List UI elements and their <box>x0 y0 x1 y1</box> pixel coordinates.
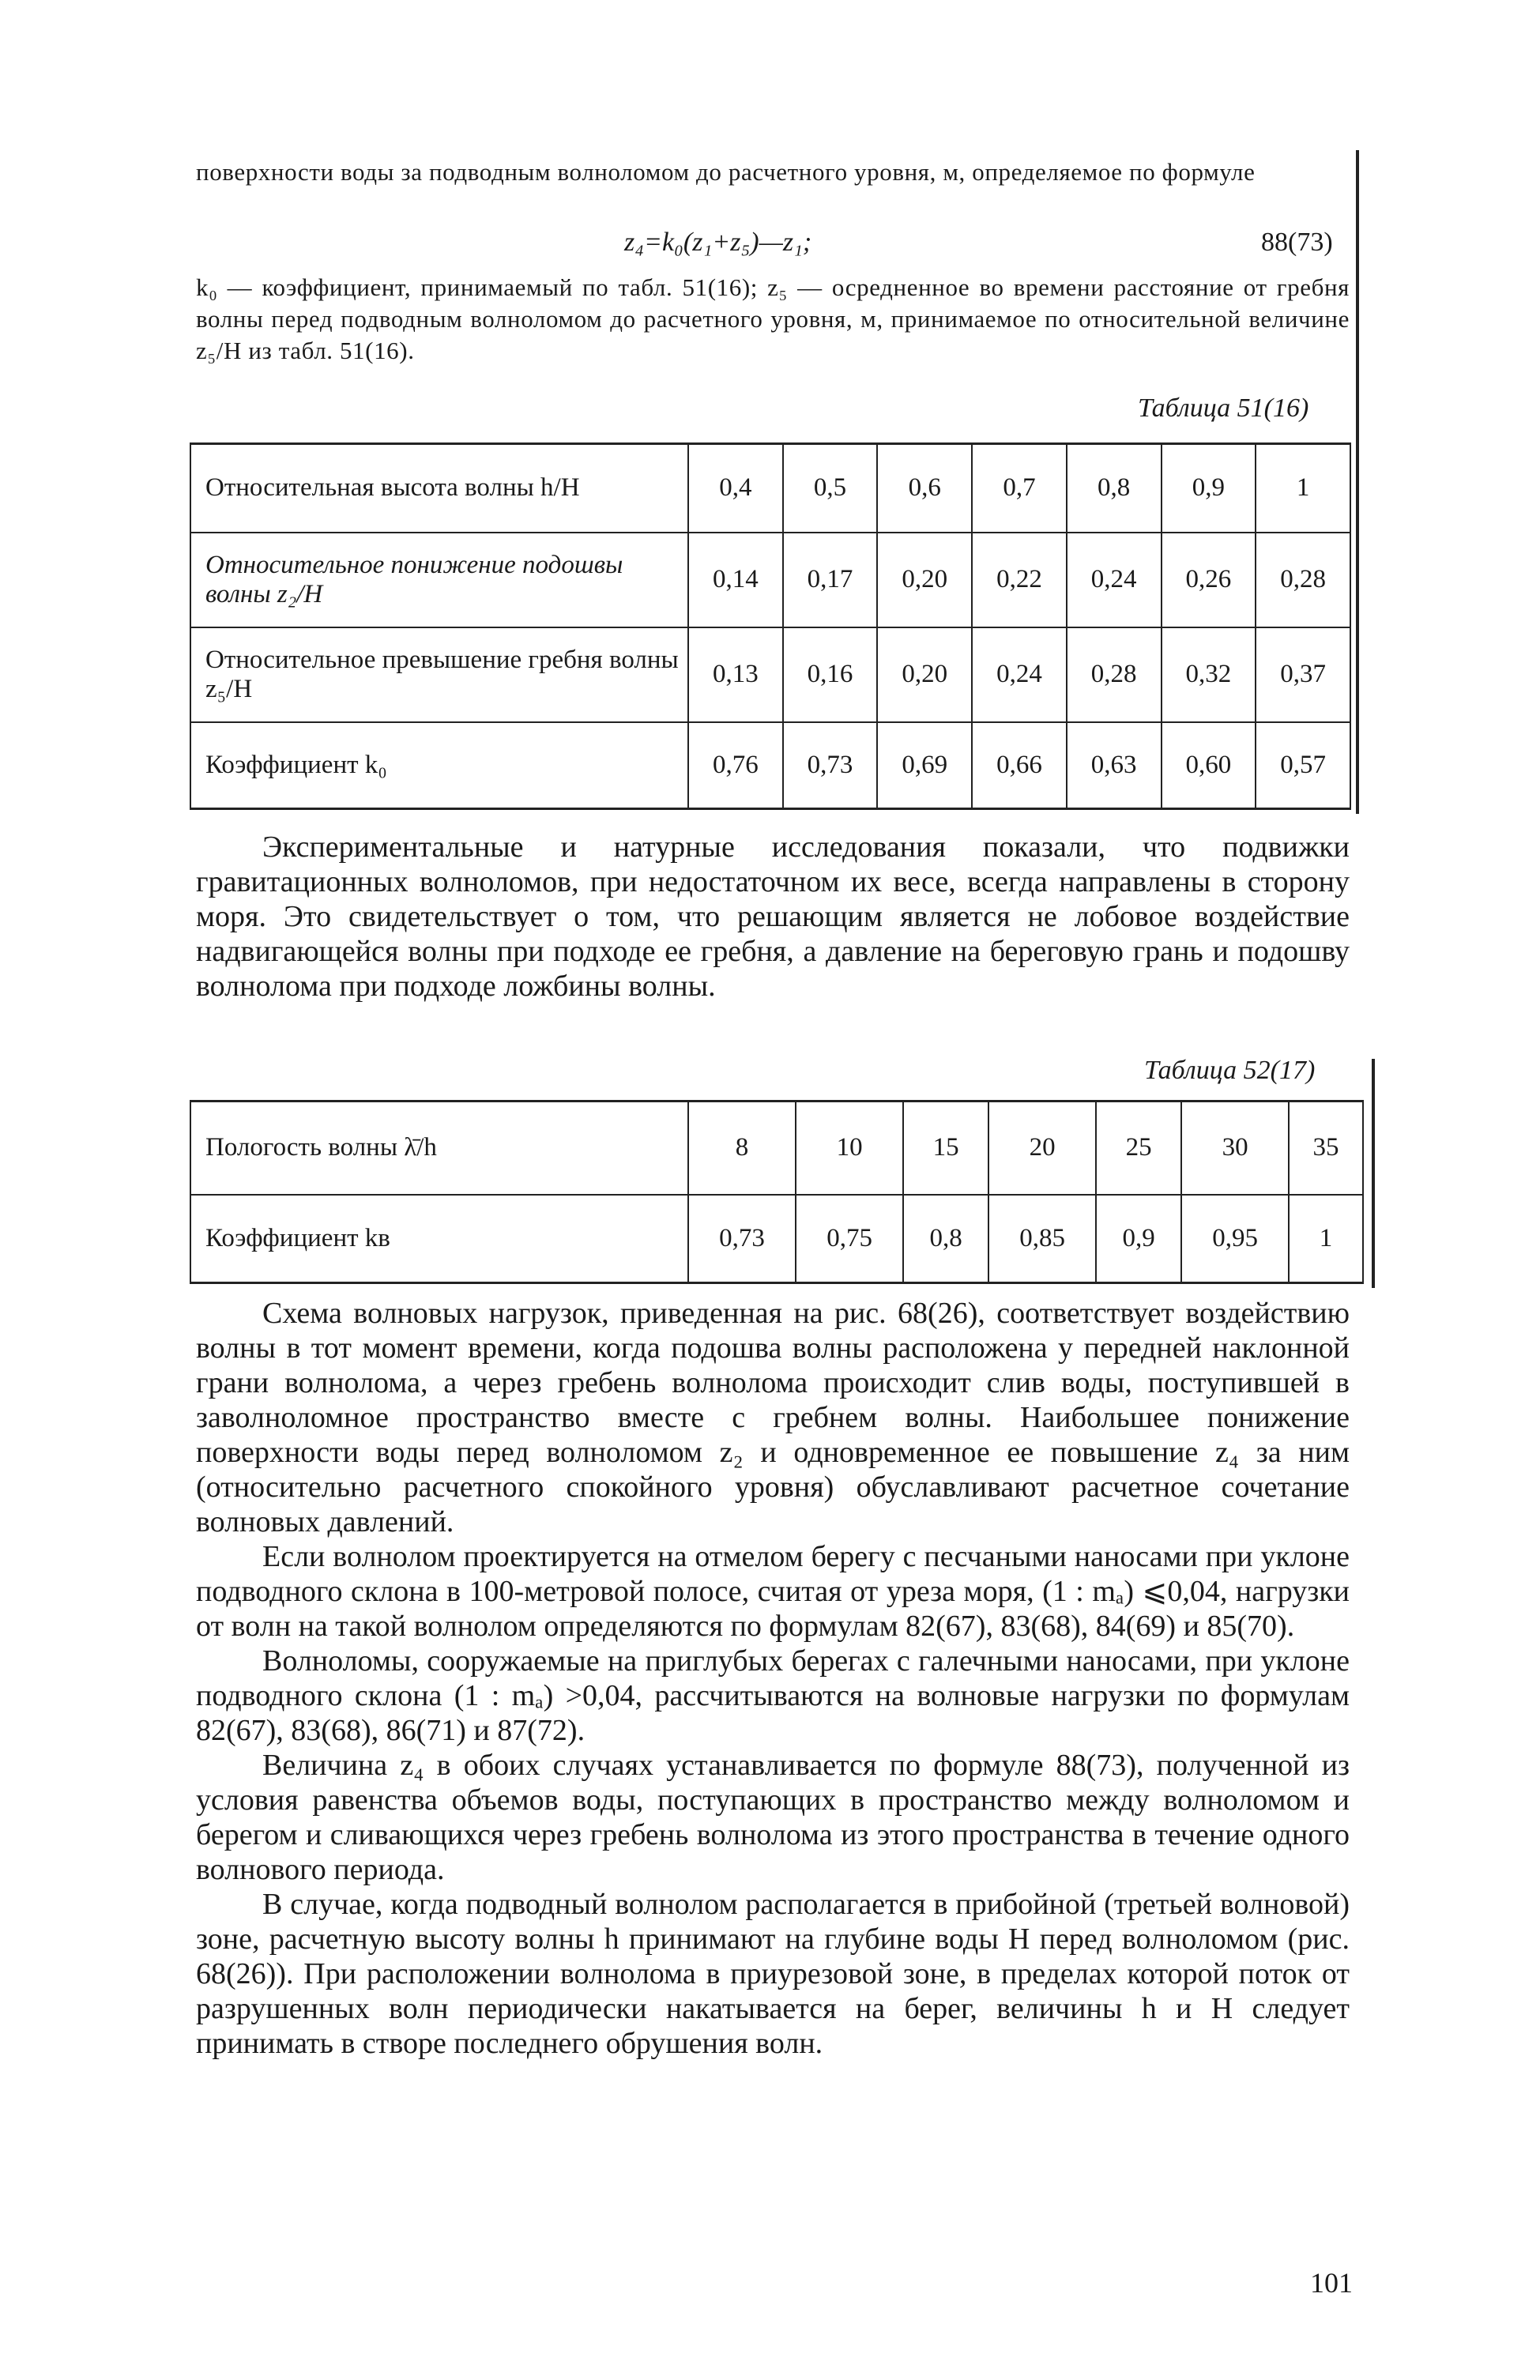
margin-rule-2 <box>1372 1059 1375 1288</box>
table-cell: 0,85 <box>988 1195 1096 1283</box>
paragraph-text: Схема волновых нагрузок, приведенная на рис. 68(26), соответствует воздействию волны в тот момент времени, когда подошва волны расположена у передней наклонной грани волнолома, а через гребень волнолома происходит слив воды, поступившей в заволноломное пространство вместе с гребнем волны. Наибольшее понижение поверхности воды перед волноломом z₂ и одновременное ее повышение z₄ за ним (относительно расчетного спокойного уровня) обуславливают расчетное сочетание волновых давлений. <box>196 1297 1350 1538</box>
table-cell: 0,37 <box>1256 627 1350 722</box>
table-cell: 0,6 <box>877 444 972 533</box>
table52-caption: Таблица 52(17) <box>1144 1056 1316 1085</box>
table-cell: 0,76 <box>688 722 783 809</box>
table-cell: 0,28 <box>1067 627 1162 722</box>
table-row <box>190 722 1350 809</box>
table-cell: 0,66 <box>972 722 1067 809</box>
margin-rule-1 <box>1356 150 1359 814</box>
table-cell: 0,24 <box>972 627 1067 722</box>
paragraph-text: Если волнолом проектируется на отмелом берегу с песчаными наносами при уклоне подводного склона в 100-метровой полосе, считая от уреза моря, (1 : mₐ) ⩽0,04, нагрузки от волн на такой волнолом определяются по формулам 82(67), 83(68), 84(69) и 85(70). <box>196 1540 1350 1643</box>
table-cell: 0,28 <box>1256 533 1350 627</box>
table-cell: 1 <box>1289 1195 1363 1283</box>
table-cell: 0,95 <box>1181 1195 1289 1283</box>
formula-88: z₄=k₀(z₁+z₅)—z₁; <box>624 228 812 257</box>
table-cell: 25 <box>1096 1102 1181 1195</box>
table-cell: 0,16 <box>783 627 878 722</box>
table-cell: 0,9 <box>1096 1195 1181 1283</box>
table-cell: 0,60 <box>1162 722 1256 809</box>
table-52 <box>190 1100 1364 1284</box>
table-cell: 0,8 <box>1067 444 1162 533</box>
page-number: 101 <box>1310 2267 1353 2299</box>
definition-text: k₀ — коэффициент, принимаемый по табл. 51(16); z₅ — осредненное во времени расстояние от гребня волны перед подводным волноломом до расчетного уровня, м, принимаемое по относительной величине z₅/H из табл. 51(16). <box>196 273 1350 364</box>
table-cell-label: Коэффициент kв <box>190 1195 688 1283</box>
table-cell: 0,63 <box>1067 722 1162 809</box>
table-cell: 0,73 <box>688 1195 796 1283</box>
table-cell: 0,13 <box>688 627 783 722</box>
table-cell: 0,73 <box>783 722 878 809</box>
table-cell: 35 <box>1289 1102 1363 1195</box>
table-cell: 20 <box>988 1102 1096 1195</box>
formula-number: 88(73) <box>1261 228 1333 257</box>
table-row <box>190 1195 1363 1283</box>
table-cell: 8 <box>688 1102 796 1195</box>
paragraph-text: В случае, когда подводный волнолом располагается в прибойной (третьей волновой) зоне, расчетную высоту волны h принимают на глубине воды H перед волноломом (рис. 68(26)). При расположении волнолома в приурезовой зоне, в пределах которой поток от разрушенных волн периодически накатывается на берег, величины h и H следует принимать в створе последнего обрушения волн. <box>196 1888 1350 2060</box>
table-row <box>190 627 1350 722</box>
table-row <box>190 533 1350 627</box>
table-cell: 0,4 <box>688 444 783 533</box>
table-cell-label: Относительная высота волны h/H <box>190 444 688 533</box>
table-cell: 30 <box>1181 1102 1289 1195</box>
intro-text: поверхности воды за подводным волноломом до расчетного уровня, м, определяемое по формуле <box>196 158 1256 186</box>
table-cell: 0,7 <box>972 444 1067 533</box>
table-cell: 0,22 <box>972 533 1067 627</box>
table-cell: 1 <box>1256 444 1350 533</box>
table-cell: 0,14 <box>688 533 783 627</box>
table-cell-label: Коэффициент k₀ <box>190 722 688 809</box>
table-51 <box>190 442 1351 810</box>
table-cell: 10 <box>796 1102 903 1195</box>
paragraph-text: Экспериментальные и натурные исследования показали, что подвижки гравитационных волноломов, при недостаточном их весе, всегда направлены в сторону моря. Это свидетельствует о том, что решающим является не лобовое воздействие надвигающейся волны при подходе ее гребня, а давление на береговую грань и подошву волнолома при подходе ложбины волны. <box>196 830 1350 1003</box>
table-cell-label: Относительное понижение подошвы волны z₂/H <box>190 533 688 627</box>
table-cell: 0,24 <box>1067 533 1162 627</box>
table-cell: 0,26 <box>1162 533 1256 627</box>
paragraph-text: Волноломы, сооружаемые на приглубых берегах с галечными наносами, при уклоне подводного склона (1 : mₐ) >0,04, рассчитываются на волновые нагрузки по формулам 82(67), 83(68), 86(71) и 87(72). <box>196 1644 1350 1747</box>
table-cell: 0,5 <box>783 444 878 533</box>
table-cell: 0,20 <box>877 533 972 627</box>
table-cell: 0,17 <box>783 533 878 627</box>
table-cell: 0,75 <box>796 1195 903 1283</box>
table-cell: 0,57 <box>1256 722 1350 809</box>
paragraph-text: Величина z₄ в обоих случаях устанавливается по формуле 88(73), полученной из условия равенства объемов воды, поступающих в пространство между волноломом и берегом и сливающихся через гребень волнолома из этого пространства в течение одного волнового периода. <box>196 1749 1350 1886</box>
body-paragraphs <box>196 1296 1350 2061</box>
table-row <box>190 1102 1363 1195</box>
table-cell: 0,8 <box>903 1195 988 1283</box>
table-cell: 15 <box>903 1102 988 1195</box>
table-cell-label: Пологость волны λ̄/h <box>190 1102 688 1195</box>
table-row <box>190 444 1350 533</box>
table51-caption: Таблица 51(16) <box>1138 394 1309 423</box>
table-cell: 0,32 <box>1162 627 1256 722</box>
table-cell: 0,20 <box>877 627 972 722</box>
table-cell: 0,69 <box>877 722 972 809</box>
paragraph-1 <box>196 830 1350 1004</box>
table-cell-label: Относительное превышение гребня волны z₅/H <box>190 627 688 722</box>
table-cell: 0,9 <box>1162 444 1256 533</box>
